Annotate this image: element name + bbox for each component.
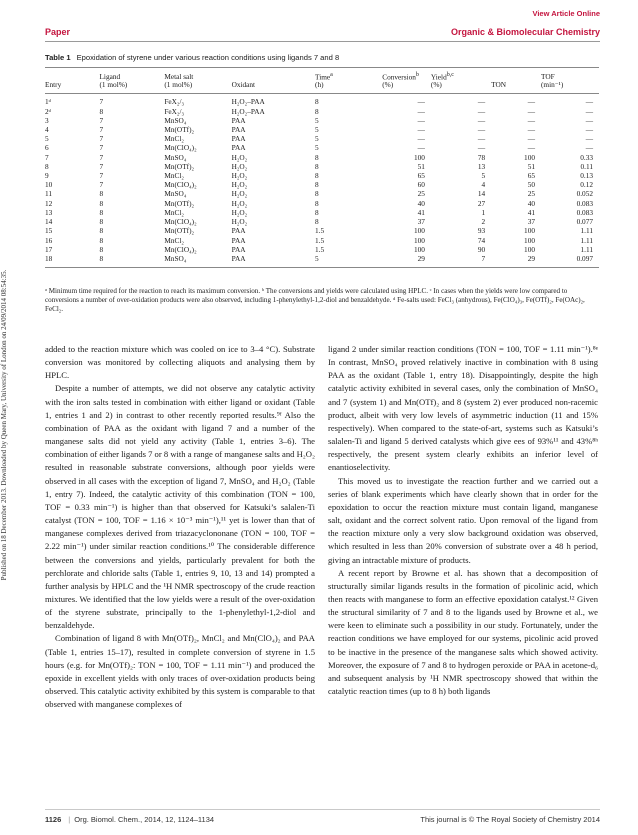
cell-metal-salt: Mn(ClO₄)₂ [164, 180, 197, 190]
cell-time: 8 [315, 106, 319, 116]
cell-entry: 1ᵈ [45, 97, 51, 107]
cell-conversion: 40 [417, 198, 425, 208]
table-header [45, 68, 599, 94]
cell-conversion: — [417, 115, 425, 125]
cell-oxidant: H₂O₂ [231, 152, 248, 162]
cell-tof: 0.097 [541, 254, 599, 267]
cell-time: 8 [315, 207, 319, 217]
cell-ligand: 7 [99, 134, 104, 144]
header-entry: Entry [45, 68, 99, 94]
cell-entry: 13 [45, 207, 53, 217]
cell-ligand: 8 [99, 244, 104, 254]
results-table [45, 67, 599, 268]
cell-oxidant: H₂O₂ [231, 171, 248, 181]
paragraph: Despite a number of attempts, we did not observe any catalytic activity with the iron salts tested in combination with either ligand or oxidant (Table 1, entries 1 and 2) in contrast to other recently reported results.⁹ᶠ Also the combination of PAA as the oxidant with ligand 7 and a number of the manganese salts did not yield any activity (Table 1, entries 3–6). The combination of either ligands 7 or 8 with a range of manganese salts and H₂O₂ resulted in reasonable substrate conversions, although poor yields were observed in all cases with the exception of ligand 7, MnSO₄ and H₂O₂ (Table 1, entry 7). Indeed, the catalytic activity of this combination (TON = 100, TOF = 0.33 min⁻¹) is higher than that observed for Katsuki’s salalen-Ti catalyst (TON = 100, TOF = 1.16 × 10⁻³ min⁻¹),¹¹ yet is lower than that of manganese complexes derived from triazacyclononane (TON = 100, TOF = 2.22 min⁻¹) under similar reaction conditions.¹⁰ The considerable difference between the conversions and yields, particularly prevalent for both the perchlorate and chloride salts (Table 1, entries 9, 10, 13 and 14) prompted a further analysis by HPLC and the ¹H NMR spectroscopy of the crude reaction mixtures. We identified that the low yields were a result of the over-oxidation of the styrene substrate, principally to the 1-phenylethyl-1,2-diol and benzaldehyde. [45, 383, 315, 631]
cell-time: 1.5 [315, 235, 325, 245]
table-row [45, 227, 599, 236]
cell-oxidant: PAA [231, 143, 246, 153]
cell-time: 8 [315, 198, 319, 208]
cell-oxidant: H₂O₂ [231, 207, 248, 217]
header-tof: TOF (min⁻¹) [541, 68, 599, 94]
cell-entry: 12 [45, 198, 53, 208]
cell-ton: 100 [524, 152, 535, 162]
footer-copyright: This journal is © The Royal Society of Chemistry 2014 [420, 815, 600, 824]
cell-entry: 2ᵈ [45, 106, 51, 116]
cell-conversion: 29 [382, 254, 431, 267]
table-row [45, 208, 599, 217]
table-row [45, 153, 599, 162]
cell-yield: 14 [477, 189, 486, 199]
cell-metal-salt: MnSO₄ [164, 115, 187, 125]
cell-entry: 9 [45, 171, 49, 181]
table-row [45, 245, 599, 254]
table-footnote: ᵃ Minimum time required for the reaction to reach its maximum conversion. ᵇ The conversions and yields were calculated using HPLC. ᶜ In cases when the yields were low compared to conversions a number of over-oxidation products were also observed, including 1-phenylethyl-1,2-diol and benzaldehyde. ᵈ Fe-salts used: FeCl₃ (anhydrous), Fe(ClO₄)₃, Fe(OTf)₂, Fe(OAc)₂, FeCl₂. [45, 287, 585, 314]
cell-conversion: 100 [413, 226, 425, 236]
footer-citation: 1126 | Org. Biomol. Chem., 2014, 12, 1124–1134 [45, 815, 215, 824]
cell-yield: — [477, 97, 486, 107]
paragraph: added to the reaction mixture which was cooled on ice to 3–4 °C). Substrate conversion was monitored by collecting aliquots and analysing them by HPLC. [45, 344, 315, 381]
table-row [45, 125, 599, 134]
cell-tof: 0.12 [580, 180, 593, 190]
table-row [45, 181, 599, 190]
cell-tof: — [585, 115, 593, 125]
cell-ton: 37 [527, 217, 535, 227]
cell-metal-salt: Mn(OTf)₂ [164, 125, 195, 135]
table-row [45, 144, 599, 153]
journal-name-label: Organic & Biomolecular Chemistry [450, 27, 600, 37]
cell-conversion: 100 [413, 235, 425, 245]
cell-oxidant: H₂O₂–PAA [231, 106, 265, 116]
cell-yield: 90 [477, 244, 486, 254]
cell-yield: 5 [481, 171, 486, 181]
cell-conversion: 65 [417, 171, 425, 181]
cell-tof: 0.11 [580, 161, 593, 171]
cell-conversion: 37 [417, 217, 425, 227]
cell-ligand: 7 [99, 97, 104, 107]
cell-ton: — [527, 143, 535, 153]
journal-citation: Org. Biomol. Chem., 2014, 12, 1124–1134 [74, 815, 215, 824]
view-article-online-link[interactable]: View Article Online [532, 9, 600, 18]
cell-conversion: 100 [413, 152, 425, 162]
cell-yield: 27 [477, 198, 486, 208]
cell-yield: 78 [477, 152, 486, 162]
cell-yield: 93 [477, 226, 486, 236]
header-oxidant: Oxidant [232, 68, 315, 94]
paragraph: ligand 2 under similar reaction conditions (TON = 100, TOF = 1.11 min⁻¹).⁸ᵉ In contrast, MnSO₄ proved relatively inactive in combination with 8 using PAA as the oxidant (Table 1, entry 18). Disappointingly, despite the high catalytic activity exhibited in several cases, only the combination of MnSO₄ and 7 (system 1) and Mn(OTf)₂ and 8 (system 2) ever produced non-racemic product, albeit with very low levels of asymmetric induction (11 and 15% respectively). When compared to the state-of-art, systems such as Katsuki’s salalen-Ti and ligand 5 derived catalysts which give ees of 93%¹¹ and 43%⁸ʰ respectively, the present system clearly exhibits an inferior level of enantioselectivity. [328, 344, 598, 473]
cell-entry: 11 [45, 189, 53, 199]
header-ton: TON [491, 68, 541, 94]
cell-tof: 0.083 [576, 198, 593, 208]
cell-oxidant: H₂O₂ [231, 161, 248, 171]
cell-yield: — [477, 106, 486, 116]
cell-time: 8 [315, 152, 319, 162]
header-divider [45, 41, 600, 42]
table-caption [45, 53, 339, 62]
cell-tof: — [585, 143, 593, 153]
table-row [45, 190, 599, 199]
cell-ligand: 7 [99, 161, 104, 171]
cell-metal-salt: Mn(ClO₄)₂ [164, 143, 197, 153]
cell-oxidant: H₂O₂ [231, 189, 248, 199]
cell-ton: 100 [524, 226, 535, 236]
cell-time: 1.5 [315, 226, 325, 236]
cell-yield: 74 [477, 235, 486, 245]
cell-ligand: 8 [99, 217, 104, 227]
cell-time: 8 [315, 180, 319, 190]
cell-ligand: 7 [99, 152, 104, 162]
cell-ligand: 7 [99, 171, 104, 181]
cell-time: 8 [315, 189, 319, 199]
cell-ton: 100 [524, 235, 535, 245]
cell-ton: 100 [524, 244, 535, 254]
cell-ton: 65 [527, 171, 535, 181]
table-row [45, 107, 599, 116]
cell-metal-salt: FeX₂/₃ [164, 97, 185, 107]
cell-yield: 13 [477, 161, 486, 171]
cell-yield: 1 [481, 207, 486, 217]
cell-yield: 4 [481, 180, 486, 190]
paragraph: A recent report by Browne et al. has shown that a decomposition of structurally similar ligands results in the formation of picolinic acid, which then reacts with manganese to form an effective epoxidation catalyst.¹² Given the structural similarity of 7 and 8 to the ligands used by Browne et al., we were keen to eliminate such a possibility in our study. Fortunately, under the reaction conditions we have employed for our systems, picolinic acid proved to be inactive in the presence of the manganese salts which showed activity. Moreover, the exposure of 7 and 8 to hydrogen peroxide or PAA in acetone-d₆ and subsequent analysis by ¹H NMR spectroscopy showed that within the catalytic reaction times (up to 8 h) both ligands [328, 567, 598, 697]
cell-entry: 7 [45, 152, 49, 162]
cell-entry: 15 [45, 226, 53, 236]
cell-ton: 25 [527, 189, 535, 199]
cell-ton: 51 [527, 161, 535, 171]
cell-entry: 16 [45, 235, 53, 245]
cell-metal-salt: FeX₂/₃ [164, 106, 185, 116]
cell-time: 8 [315, 217, 319, 227]
download-stamp-text: Published on 18 December 2013. Downloaded by Queen Mary, University of London on 24/09/2014 08:54:35. [0, 269, 8, 581]
table-row [45, 236, 599, 245]
cell-oxidant: PAA [231, 125, 246, 135]
cell-oxidant: PAA [231, 115, 246, 125]
cell-tof: 0.33 [580, 152, 593, 162]
cell-ligand: 7 [99, 115, 104, 125]
cell-entry: 10 [45, 180, 53, 190]
cell-ton: 50 [527, 180, 535, 190]
cell-conversion: — [417, 106, 425, 116]
cell-tof: 1.11 [580, 244, 593, 254]
footer-divider [45, 809, 600, 810]
table-label: Table 1 [45, 53, 71, 62]
cell-oxidant: PAA [231, 235, 246, 245]
cell-metal-salt: Mn(OTf)₂ [164, 161, 195, 171]
cell-tof: 0.083 [576, 207, 593, 217]
cell-conversion: 60 [417, 180, 425, 190]
cell-metal-salt: MnSO₄ [164, 152, 187, 162]
cell-metal-salt: MnCl₂ [164, 235, 184, 245]
cell-metal-salt: MnCl₂ [164, 207, 184, 217]
cell-time: 5 [315, 134, 319, 144]
header-time: Time$^a$ (h) [315, 68, 382, 94]
page-number: 1126 [45, 815, 62, 824]
cell-ton: — [527, 106, 535, 116]
table-row [45, 135, 599, 144]
cell-yield: — [477, 115, 486, 125]
cell-ton: 40 [527, 198, 535, 208]
cell-conversion: — [417, 143, 425, 153]
cell-entry: 6 [45, 143, 49, 153]
table-row [45, 199, 599, 208]
cell-tof: — [585, 125, 593, 135]
table-header-row [45, 68, 599, 94]
cell-oxidant: H₂O₂ [231, 180, 248, 190]
cell-ligand: 8 [99, 198, 104, 208]
cell-tof: 1.11 [580, 226, 593, 236]
cell-yield: — [477, 134, 486, 144]
table-row [45, 162, 599, 171]
table-row [45, 254, 599, 267]
cell-yield: — [477, 143, 486, 153]
cell-metal-salt: Mn(ClO₄)₂ [164, 217, 197, 227]
cell-entry: 8 [45, 161, 49, 171]
cell-entry: 5 [45, 134, 49, 144]
cell-metal-salt: MnCl₂ [164, 171, 184, 181]
body-column-right [328, 343, 598, 698]
cell-time: 8 [315, 171, 319, 181]
cell-conversion: 41 [417, 207, 425, 217]
cell-ligand: 8 [99, 226, 104, 236]
cell-time: 5 [315, 143, 319, 153]
cell-metal-salt: Mn(OTf)₂ [164, 226, 195, 236]
header-metal-salt: Metal salt (1 mol%) [164, 68, 231, 94]
cell-metal-salt: Mn(OTf)₂ [164, 198, 195, 208]
table-body [45, 94, 599, 267]
cell-tof: — [585, 97, 593, 107]
table-row [45, 94, 599, 107]
cell-yield: — [477, 125, 486, 135]
cell-conversion: — [417, 97, 425, 107]
paragraph: This moved us to investigate the reaction further and we carried out a series of blank experiments which have clearly shown that in order for the epoxidation to occur the reaction mixture must contain ligand, manganese salt, oxidant and the correct solvent ratio. Upon removal of the ligand from the reaction mixture only a very slow background oxidation was observed, which resulted in less than 20% conversion of substrate over a 48 h period, giving an intractable mixture of products. [328, 475, 598, 565]
cell-entry: 18 [45, 254, 99, 267]
header-conversion: Conversion$^b$ (%) [382, 68, 431, 94]
cell-ligand: 7 [99, 125, 104, 135]
cell-ligand: 8 [99, 106, 104, 116]
cell-tof: 0.052 [576, 189, 593, 199]
cell-ligand: 8 [99, 189, 104, 199]
cell-ton: 29 [491, 254, 541, 267]
cell-time: 5 [315, 115, 319, 125]
cell-entry: 3 [45, 115, 49, 125]
cell-time: 8 [315, 97, 319, 107]
table-row [45, 116, 599, 125]
cell-oxidant: H₂O₂ [231, 217, 248, 227]
header-ligand: Ligand (1 mol%) [99, 68, 164, 94]
cell-ton: 41 [527, 207, 535, 217]
cell-ligand: 8 [99, 207, 104, 217]
cell-yield: 7 [431, 254, 491, 267]
cell-conversion: — [417, 125, 425, 135]
cell-oxidant: PAA [231, 226, 246, 236]
paper-type-label: Paper [45, 27, 71, 37]
cell-tof: 0.077 [576, 217, 593, 227]
cell-time: 8 [315, 161, 319, 171]
cell-oxidant: PAA [231, 244, 246, 254]
cell-oxidant: PAA [232, 254, 315, 267]
cell-entry: 17 [45, 244, 53, 254]
cell-conversion: 25 [417, 189, 425, 199]
cell-metal-salt: Mn(ClO₄)₂ [164, 244, 197, 254]
cell-oxidant: H₂O₂ [231, 198, 248, 208]
body-column-left [45, 343, 315, 711]
cell-yield: 2 [481, 217, 486, 227]
table-row [45, 171, 599, 180]
cell-time: 5 [315, 254, 382, 267]
cell-oxidant: H₂O₂–PAA [231, 97, 265, 107]
cell-metal-salt: MnSO₄ [164, 254, 231, 267]
cell-entry: 4 [45, 125, 49, 135]
cell-ligand: 8 [99, 254, 164, 267]
cell-ton: — [527, 125, 535, 135]
cell-tof: — [585, 134, 593, 144]
header-yield: Yield$^{b,c}$ (%) [431, 68, 491, 94]
cell-ligand: 7 [99, 180, 104, 190]
cell-time: 1.5 [315, 244, 325, 254]
cell-metal-salt: MnCl₂ [164, 134, 184, 144]
cell-ligand: 7 [99, 143, 104, 153]
paragraph: Combination of ligand 8 with Mn(OTf)₂, MnCl₂ and Mn(ClO₄)₂ and PAA (Table 1, entries 15–17), resulted in complete conversion of styrene in 1.5 hours (e.g. for Mn(OTf)₂: TON = 100, TOF = 1.11 min⁻¹) and produced the epoxide in excellent yields with only traces of over-oxidation products being observed. This catalytic activity exhibited by this system is comparable to that observed with manganese complexes of [45, 633, 315, 710]
cell-ton: — [527, 115, 535, 125]
cell-conversion: 100 [413, 244, 425, 254]
cell-conversion: — [417, 134, 425, 144]
cell-tof: 1.11 [580, 235, 593, 245]
table-title: Epoxidation of styrene under various reaction conditions using ligands 7 and 8 [76, 53, 340, 62]
cell-oxidant: PAA [231, 134, 246, 144]
cell-metal-salt: MnSO₄ [164, 189, 187, 199]
cell-ton: — [527, 97, 535, 107]
cell-tof: 0.13 [580, 171, 593, 181]
cell-ton: — [527, 134, 535, 144]
cell-tof: — [585, 106, 593, 116]
cell-conversion: 51 [417, 161, 425, 171]
cell-entry: 14 [45, 217, 53, 227]
cell-time: 5 [315, 125, 319, 135]
cell-ligand: 8 [99, 235, 104, 245]
